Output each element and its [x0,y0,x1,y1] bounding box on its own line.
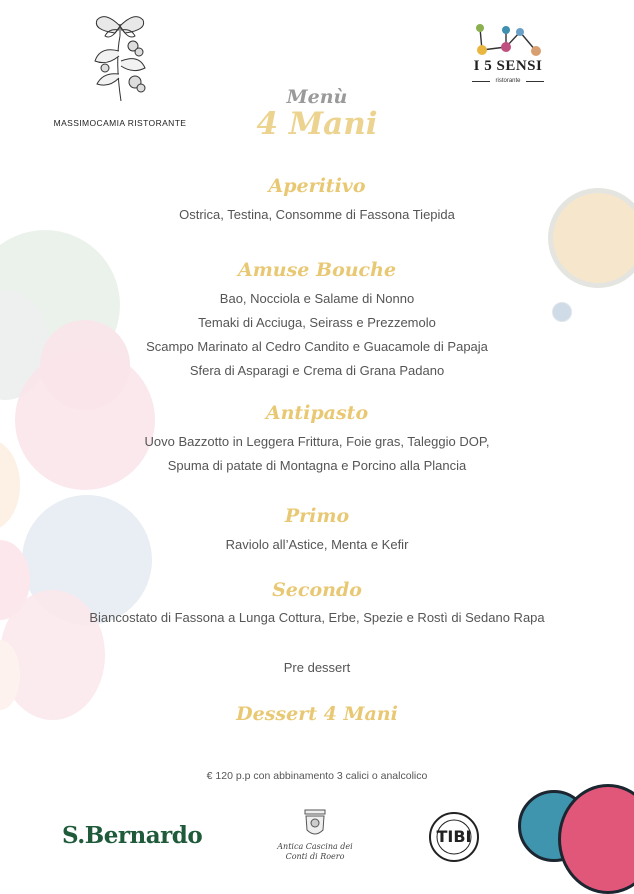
section-title-aperitivo: Aperitivo [268,175,366,197]
crest-icon [270,806,360,842]
antica-cascina-name: Antica Cascina dei Conti di Roero [277,842,353,861]
section-title-dessert: Dessert 4 Mani [236,703,398,725]
dish-item: Temaki di Acciuga, Seirass e Prezzemolo [198,315,436,330]
menu-title: 4 Mani [256,106,378,142]
left-logo-name: MASSIMOCAMIA RISTORANTE [53,118,187,128]
tibi-logo [428,811,480,863]
dish-item: Uovo Bazzotto in Leggera Frittura, Foie gras, Taleggio DOP, [144,434,490,449]
dish-item: Scampo Marinato al Cedro Candito e Guacamole di Papaja [146,339,488,354]
divider [526,81,544,82]
molecule-icon [466,18,550,58]
dish-item: Ostrica, Testina, Consomme di Fassona Tiepida [179,207,455,222]
section-title-secondo: Secondo [272,579,362,601]
menu-label: Menù [286,86,348,108]
price-note: € 120 p.p con abbinamento 3 calici o analcolico [206,770,428,782]
antica-cascina-logo [270,806,360,870]
section-title-amuse-bouche: Amuse Bouche [237,259,397,281]
right-logo-name: I 5 SENSI [473,58,543,74]
dish-item: Bao, Nocciola e Salame di Nonno [219,291,415,306]
dish-item: Spuma di patate di Montagna e Porcino alla Plancia [167,458,467,473]
dish-item: Sfera di Asparagi e Crema di Grana Padano [189,363,445,378]
dish-item: Biancostato di Fassona a Lunga Cottura, Erbe, Spezie e Rostì di Sedano Rapa [89,610,545,625]
right-logo-sub: ristorante [495,78,521,84]
tibi-name: TIBI [436,827,472,846]
section-title-antipasto: Antipasto [265,402,369,424]
dish-item: Raviolo all’Astice, Menta e Kefir [225,537,409,552]
section-title-primo: Primo [284,505,350,527]
pre-dessert-label: Pre dessert [283,660,351,675]
s-bernardo-logo: S.Bernardo [62,822,203,849]
